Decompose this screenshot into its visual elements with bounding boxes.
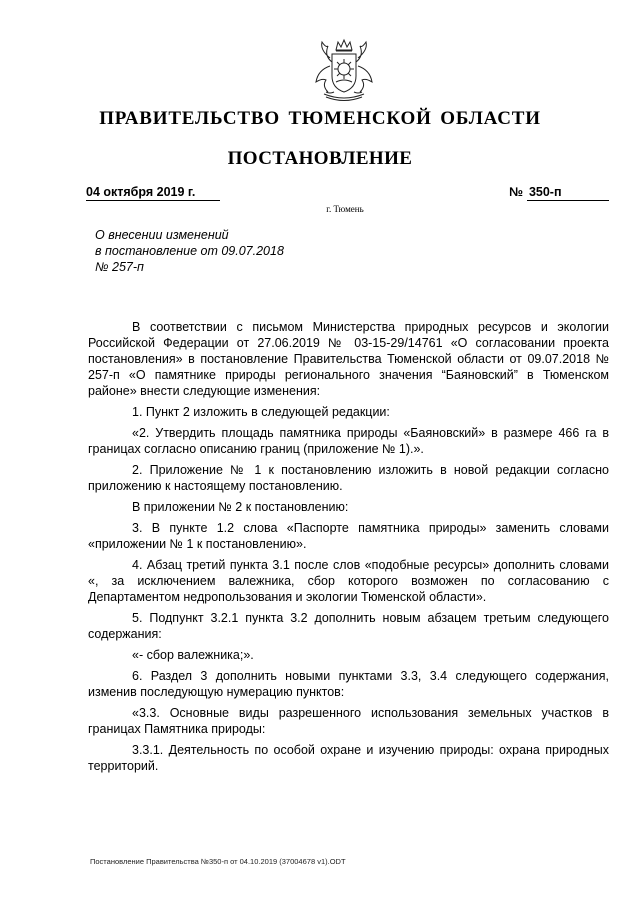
document-subject — [95, 227, 355, 275]
body-paragraph: 1. Пункт 2 изложить в следующей редакции: — [132, 405, 390, 419]
body-paragraph: «3.3. Основные виды разрешенного использования земельных участков в границах Памятника природы: — [88, 706, 609, 736]
page-footer: Постановление Правительства №350-п от 04.10.2019 (37004678 v1).ODT — [90, 857, 346, 866]
government-title: ПРАВИТЕЛЬСТВО ТЮМЕНСКОЙ ОБЛАСТИ — [99, 108, 541, 129]
document-type-title: ПОСТАНОВЛЕНИЕ — [227, 148, 413, 169]
number-value: 350-п — [527, 185, 609, 201]
body-paragraph: 6. Раздел 3 дополнить новыми пунктами 3.3, 3.4 следующего содержания, изменив последующую нумерацию пунктов: — [88, 669, 609, 699]
document-number — [509, 185, 609, 201]
body-paragraph: 3. В пункте 1.2 слова «Паспорте памятника природы» заменить словами «приложении № 1 к постановлению». — [88, 521, 609, 551]
body-paragraph: 3.3.1. Деятельность по особой охране и изучению природы: охрана природных территорий. — [88, 743, 609, 773]
body-paragraph: В приложении № 2 к постановлению: — [132, 500, 349, 514]
number-sign: № — [509, 185, 523, 199]
city-label: г. Тюмень — [326, 204, 364, 214]
coat-of-arms-icon — [306, 36, 382, 102]
document-body — [88, 319, 609, 779]
subject-line: в постановление от 09.07.2018 — [95, 244, 284, 258]
body-paragraph: В соответствии с письмом Министерства природных ресурсов и экологии Российской Федерации от 27.06.2019 № 03-15-29/14761 «О согласовании проекта постановления» в постановление Правительства Тюменской области от 09.07.2018 № 257-п «О памятнике природы регионального значения “Баяновский” в Тюменском районе» внести следующие изменения: — [88, 320, 609, 398]
body-paragraph: 4. Абзац третий пункта 3.1 после слов «подобные ресурсы» дополнить словами «, за исключением валежника, сбор которого возможен по согласованию с Департаментом недропользования и экологии Тюменской области». — [88, 558, 609, 604]
subject-line: О внесении изменений — [95, 228, 229, 242]
body-paragraph: 5. Подпункт 3.2.1 пункта 3.2 дополнить новым абзацем третьим следующего содержания: — [88, 611, 609, 641]
subject-line: № 257-п — [95, 260, 144, 274]
body-paragraph: «2. Утвердить площадь памятника природы «Баяновский» в размере 466 га в границах согласно описанию границ (приложение № 1).». — [88, 426, 609, 456]
body-paragraph: «- сбор валежника;». — [132, 648, 254, 662]
document-date: 04 октября 2019 г. — [86, 185, 220, 201]
body-paragraph: 2. Приложение № 1 к постановлению изложить в новой редакции согласно приложению к настоящему постановлению. — [88, 463, 609, 493]
